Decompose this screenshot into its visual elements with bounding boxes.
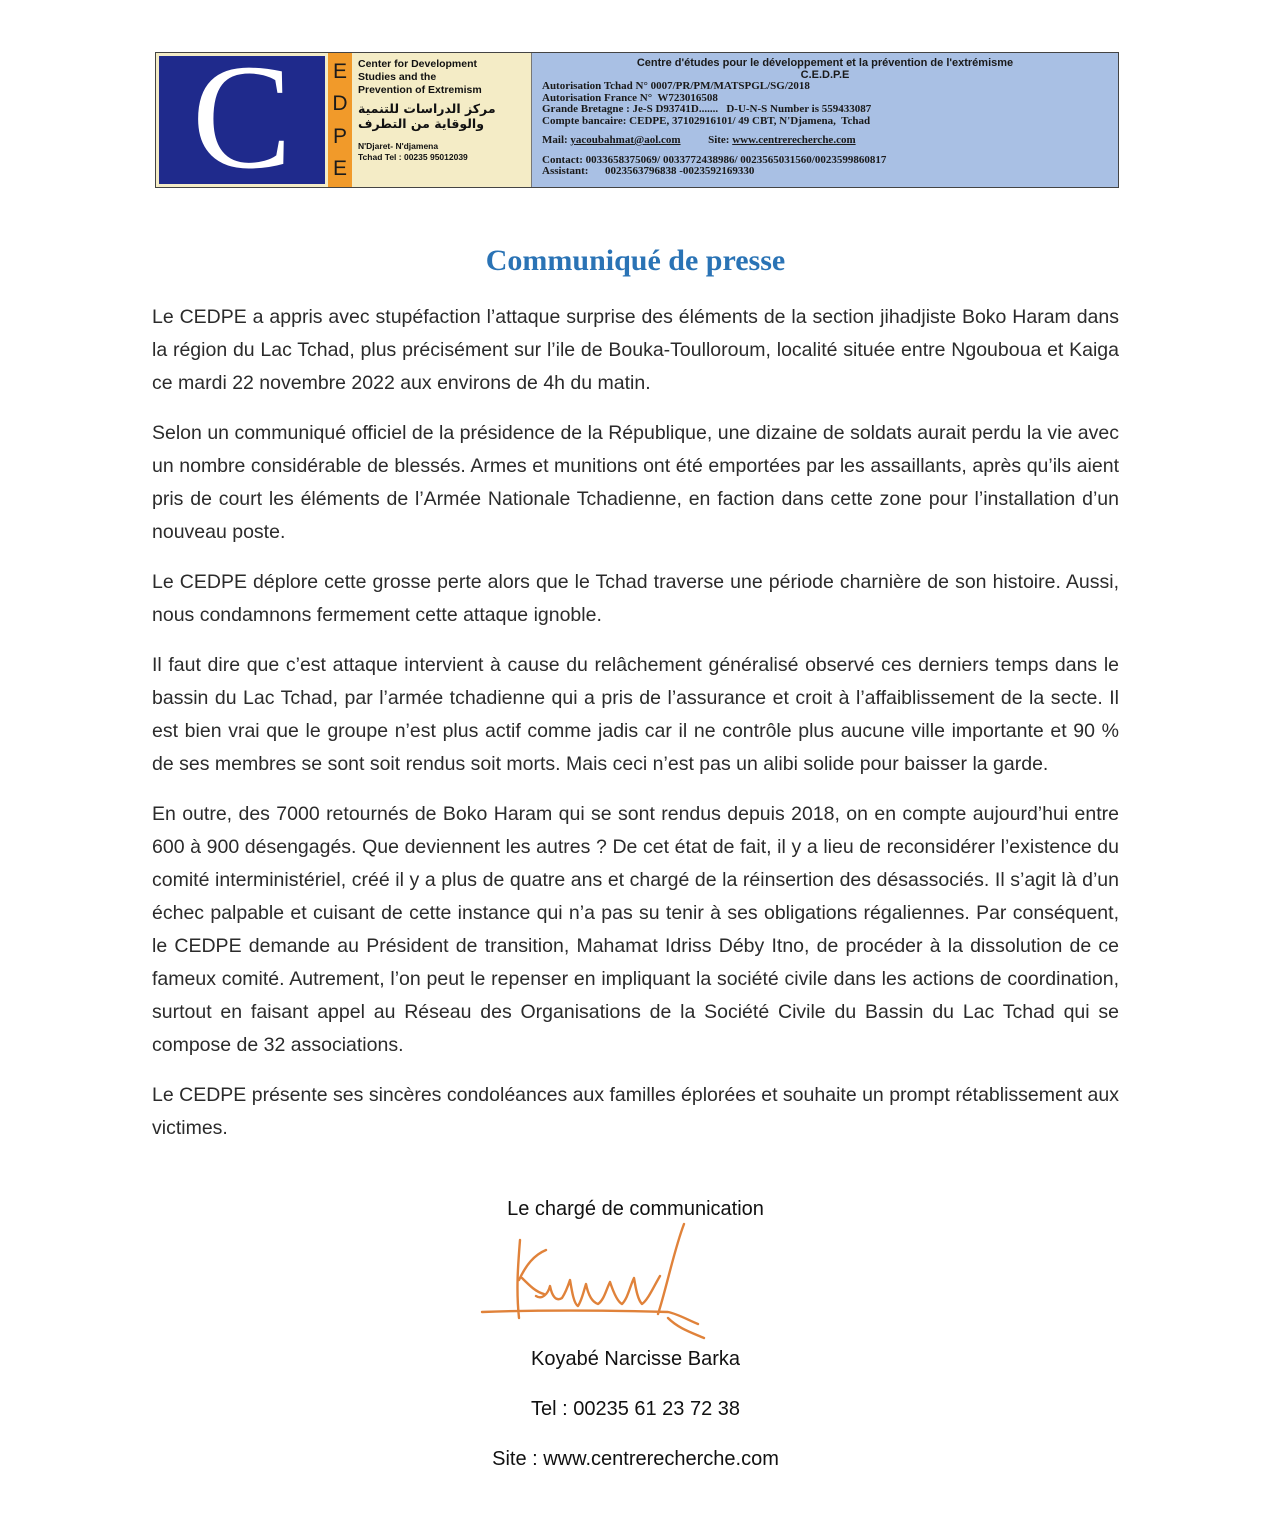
org-name-fr: Centre d'études pour le développement et la prévention de l'extrémisme — [636, 57, 1014, 69]
logo-side-letter: D — [332, 92, 348, 116]
body-paragraph: Le CEDPE présente ses sincères condoléances aux familles éplorées et souhaite un prompt rétablissement aux victimes. — [152, 1084, 1119, 1139]
logo-letter: C — [191, 34, 293, 200]
signatory-phone: Tel : 00235 61 23 72 38 — [530, 1398, 741, 1420]
mail-label: Mail: — [542, 134, 571, 146]
signatory-role: Le chargé de communication — [507, 1198, 764, 1220]
logo-side-letters — [328, 53, 352, 187]
contact-line: Contact: 0033658375069/ 0033772438986/ 0023565031560/0023599860817 — [542, 153, 887, 166]
handwritten-signature — [478, 1220, 718, 1350]
logo-side-letter: P — [332, 124, 347, 148]
site-link[interactable]: www.centrerecherche.com — [732, 134, 856, 146]
org-name-ar — [358, 101, 525, 131]
registration-line: Grande Bretagne : Je-S D93741D....... D-U-N-S Number is 559433087 — [542, 103, 872, 115]
org-name-en-line: Studies and the — [358, 71, 437, 83]
letterhead-right-panel — [532, 53, 1118, 187]
org-city: N'Djaret- N'djamena — [358, 141, 439, 151]
body-paragraph: Le CEDPE déplore cette grosse perte alors que le Tchad traverse une période charnière de son histoire. Aussi, nous condamnons fermement cette attaque ignoble. — [152, 571, 1119, 626]
press-release-body — [152, 301, 1119, 1162]
org-location — [358, 141, 525, 163]
signatory-website[interactable]: Site : www.centrerecherche.com — [492, 1448, 779, 1470]
org-acronym: C.E.D.P.E — [800, 69, 850, 81]
mail-site-line — [542, 135, 1108, 147]
bank-account-line: Compte bancaire: CEDPE, 37102916101/ 49 CBT, N'Djamena, Tchad — [542, 114, 871, 127]
registration-line: Autorisation France N° W723016508 — [542, 91, 718, 104]
org-name-en-line: Center for Development — [358, 58, 478, 70]
site-label: Site: — [708, 134, 733, 146]
body-paragraph: En outre, des 7000 retournés de Boko Haram qui se sont rendus depuis 2018, on en compte aujourd’hui entre 600 à 900 désengagés. Que deviennent les autres ? De cet état de fait, il y a lieu de reconsidérer l’existence du comité interministériel, créé il y a plus de quatre ans et chargé de la réinsertion des désassociés. Il s’agit là d’un échec palpable et cuisant de cette instance qui n’a pas su tenir à ses obligations régaliennes. Par conséquent, le CEDPE demande au Président de transition, Mahamat Idriss Déby Itno, de procéder à la dissolution de ce fameux comité. Autrement, l’on peut le repenser en impliquant la société civile dans les actions de coordination, surtout en faisant appel au Réseau des Organisations de la Société Civile du Bassin du Lac Tchad qui se compose de 32 associations. — [152, 803, 1119, 1056]
logo-side-letter: E — [332, 59, 347, 83]
letterhead-left-panel — [156, 34, 532, 200]
letterhead — [155, 34, 1119, 200]
org-name-ar-line: مركز الدراسات للتنمية — [358, 101, 496, 116]
logo-side-letter: E — [332, 157, 347, 181]
body-paragraph: Selon un communiqué officiel de la présidence de la République, une dizaine de soldats aurait perdu la vie avec un nombre considérable de blessés. Armes et munitions ont été emportées par les assaillants, après qu’ils aient pris de court les éléments de l’Armée Nationale Tchadienne, en faction dans cette zone pour l’installation d’un nouveau poste. — [152, 422, 1119, 543]
cedpe-logo — [156, 34, 328, 200]
body-paragraph: Le CEDPE a appris avec stupéfaction l’attaque surprise des éléments de la section jihadjiste Boko Haram dans la région du Lac Tchad, plus précisément sur l’ile de Bouka-Toulloroum, localité située entre Ngouboua et Kaiga ce mardi 22 novembre 2022 aux environs de 4h du matin. — [152, 306, 1119, 394]
org-name-ar-line: والوقاية من التطرف — [358, 116, 484, 131]
body-paragraph: Il faut dire que c’est attaque intervient à cause du relâchement généralisé observé ces derniers temps dans le bassin du Lac Tchad, par l’armée tchadienne qui a pris de l’assurance et croit à l’affaiblissement de la secte. Il est bien vrai que le groupe n’est plus actif comme jadis car il ne contrôle plus aucune ville importante et 90 % de ses membres se sont soit rendus soit morts. Mais ceci n’est pas un alibi solide pour baisser la garde. — [152, 654, 1119, 775]
page-title: Communiqué de presse — [485, 244, 786, 277]
assistant-line: Assistant: 0023563796838 -0023592169330 — [542, 165, 755, 177]
org-phone: Tchad Tel : 00235 95012039 — [358, 152, 468, 162]
signatory-name: Koyabé Narcisse Barka — [531, 1348, 740, 1370]
registration-line: Autorisation Tchad N° 0007/PR/PM/MATSPGL/SG/2018 — [542, 80, 810, 92]
mail-link[interactable]: yacoubahmat@aol.com — [570, 134, 681, 146]
organization-info — [352, 53, 531, 187]
org-name-en-line: Prevention of Extremism — [358, 84, 482, 96]
